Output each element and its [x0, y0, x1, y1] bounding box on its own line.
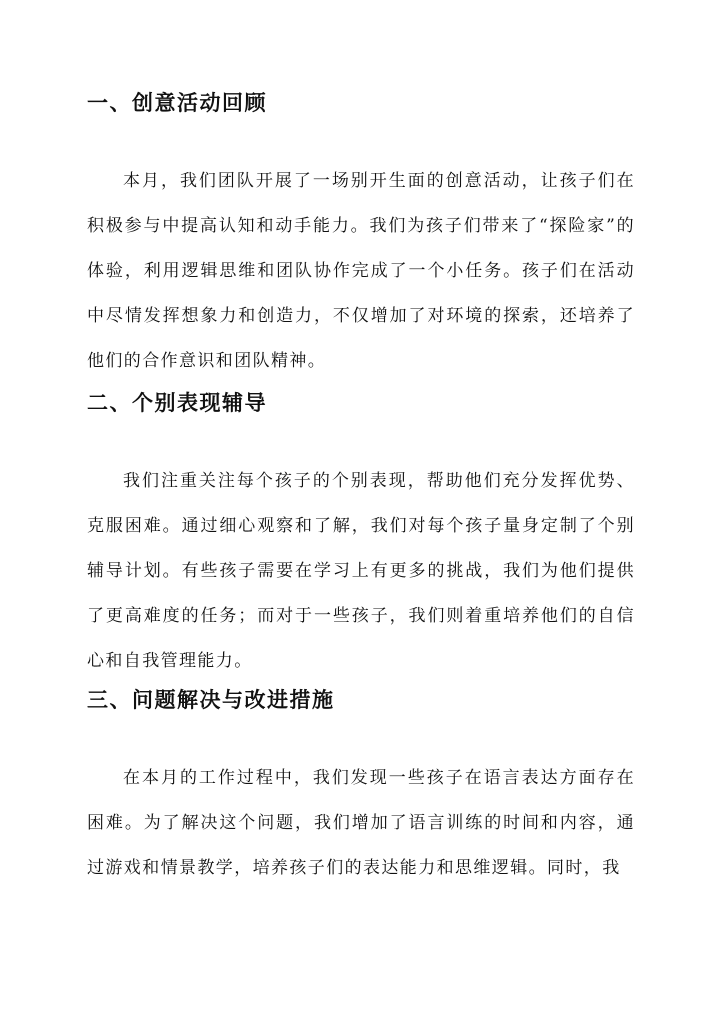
- section-heading: 三、问题解决与改进措施: [87, 688, 335, 712]
- section-heading: 二、个别表现辅导: [87, 391, 267, 415]
- section-paragraph: 我们注重关注每个孩子的个别表现，帮助他们充分发挥优势、克服困难。通过细心观察和了解，我们对每个孩子量身定制了个别辅导计划。有些孩子需要在学习上有更多的挑战，我们为他们提供了更高难度的任务；而对于一些孩子，我们则着重培养他们的自信心和自我管理能力。: [87, 471, 635, 671]
- section-creative-activity: [87, 88, 635, 384]
- section-individual-guidance: [87, 388, 635, 684]
- section-problem-solving: [87, 685, 635, 891]
- section-heading: 一、创意活动回顾: [87, 91, 267, 115]
- section-paragraph: 本月，我们团队开展了一场别开生面的创意活动，让孩子们在积极参与中提高认知和动手能力。我们为孩子们带来了“探险家”的体验，利用逻辑思维和团队协作完成了一个小任务。孩子们在活动中尽情发挥想象力和创造力，不仅增加了对环境的探索，还培养了他们的合作意识和团队精神。: [87, 171, 635, 371]
- section-paragraph: 在本月的工作过程中，我们发现一些孩子在语言表达方面存在困难。为了解决这个问题，我们增加了语言训练的时间和内容，通过游戏和情景教学，培养孩子们的表达能力和思维逻辑。同时，我: [87, 768, 635, 878]
